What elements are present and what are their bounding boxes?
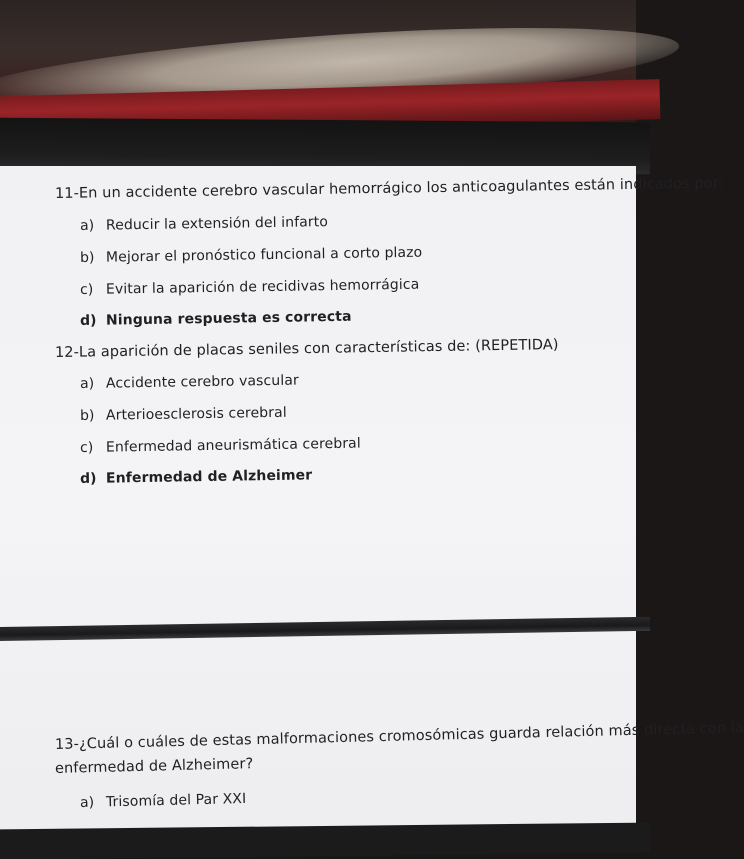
option-text: Enfermedad aneurismática cerebral — [105, 435, 361, 456]
q12-option-b — [80, 405, 287, 424]
option-text: Enfermedad de Alzheimer — [105, 467, 313, 487]
option-letter: b) — [79, 407, 95, 424]
question-13-line-1: 13-¿Cuál o cuáles de estas malformaciones cromosómicas guarda relación más directa con la — [54, 720, 744, 753]
option-text: Reducir la extensión del infarto — [105, 214, 329, 234]
question-12: 12-La aparición de placas seniles con características de: (REPETIDA) — [54, 337, 559, 361]
option-text: Mejorar el pronóstico funcional a corto plazo — [105, 244, 423, 266]
question-11: 11-En un accidente cerebro vascular hemorrágico los anticoagulantes están indicados por: — [54, 175, 724, 202]
option-letter: a) — [79, 794, 95, 811]
question-13-line-2: enfermedad de Alzheimer? — [54, 756, 254, 777]
option-text: Arterioesclerosis cerebral — [105, 404, 287, 424]
option-letter: b) — [79, 249, 95, 266]
option-letter: d) — [79, 312, 97, 329]
option-letter: c) — [79, 281, 94, 298]
option-text: Evitar la aparición de recidivas hemorrágica — [105, 276, 420, 298]
option-text: Accidente cerebro vascular — [105, 372, 299, 392]
option-letter: a) — [79, 217, 95, 234]
option-text: Ninguna respuesta es correcta — [105, 308, 352, 329]
option-text: Trisomía del Par XXI — [105, 790, 247, 811]
option-letter: c) — [79, 439, 94, 456]
option-letter: a) — [79, 375, 95, 392]
monitor-bottom-edge — [0, 823, 650, 859]
option-letter: d) — [79, 470, 97, 487]
